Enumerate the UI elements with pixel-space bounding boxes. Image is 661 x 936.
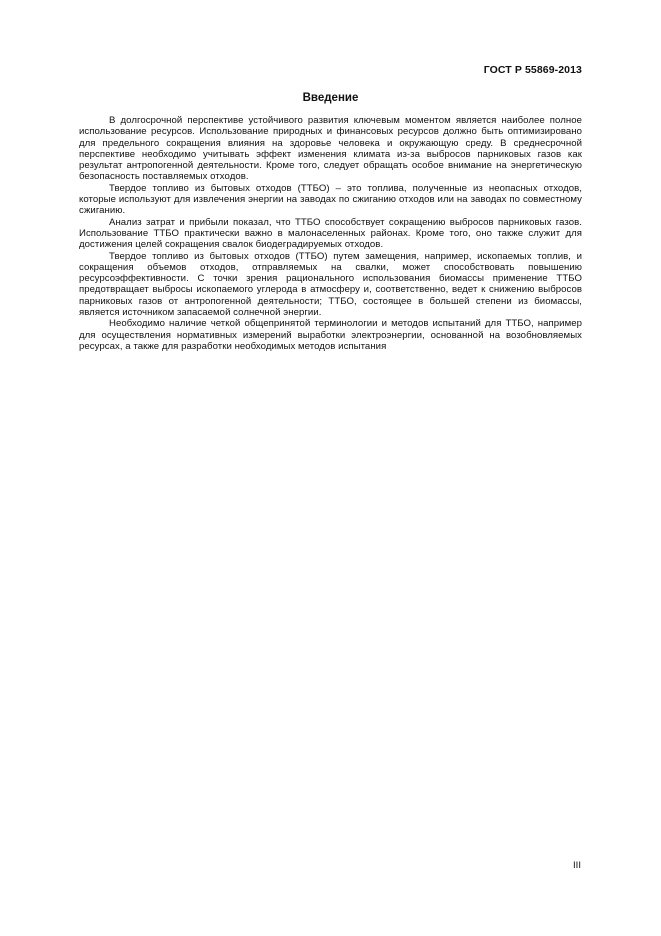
paragraph: Твердое топливо из бытовых отходов (ТТБО) – это топлива, полученные из неопасных отходов, которые используют для извлечения энергии на заводах по сжиганию отходов или на заводах по совместному сжиганию. bbox=[79, 182, 582, 217]
page-number: III bbox=[573, 860, 581, 871]
paragraph: Анализ затрат и прибыли показал, что ТТБО способствует сокращению выбросов парниковых газов. Использование ТТБО практически важно в малонаселенных районах. Кроме того, оно также служит для достижения целей сокращения свалок биодеградируемых отходов. bbox=[79, 216, 582, 251]
paragraph: Необходимо наличие четкой общепринятой терминологии и методов испытаний для ТТБО, например для осуществления нормативных измерений выработки электроэнергии, основанной на возобновляемых ресурсах, а также для разработки необходимых методов испытания bbox=[79, 318, 582, 352]
document-code: ГОСТ Р 55869-2013 bbox=[483, 64, 582, 76]
paragraph: В долгосрочной перспективе устойчивого развития ключевым моментом является наиболее полное использование ресурсов. Использование природных и финансовых ресурсов должно быть оптимизировано для предельного сокращения влияния на здоровье человека и окружающую среду. В среднесрочной перспективе необходимо учитывать эффект изменения климата из-за выбросов парниковых газов как результат антропогенной деятельности. Кроме того, следует обращать особое внимание на энергетическую безопасность поставляемых отходов. bbox=[79, 115, 582, 183]
section-body bbox=[79, 115, 582, 352]
paragraph: Твердое топливо из бытовых отходов (ТТБО) путем замещения, например, ископаемых топлив, и сокращения объемов отходов, отправляемых на свалки, может способствовать повышению ресурсоэффективности. С точки зрения рационального использования биомассы применение ТТБО предотвращает выбросы ископаемого углерода в атмосферу и, соответственно, ведет к снижению выбросов парниковых газов от антропогенной деятельности; ТТБО, состоящее в большей степени из биомассы, является источником запасаемой солнечной энергии. bbox=[79, 250, 582, 319]
section-title: Введение bbox=[302, 92, 359, 104]
